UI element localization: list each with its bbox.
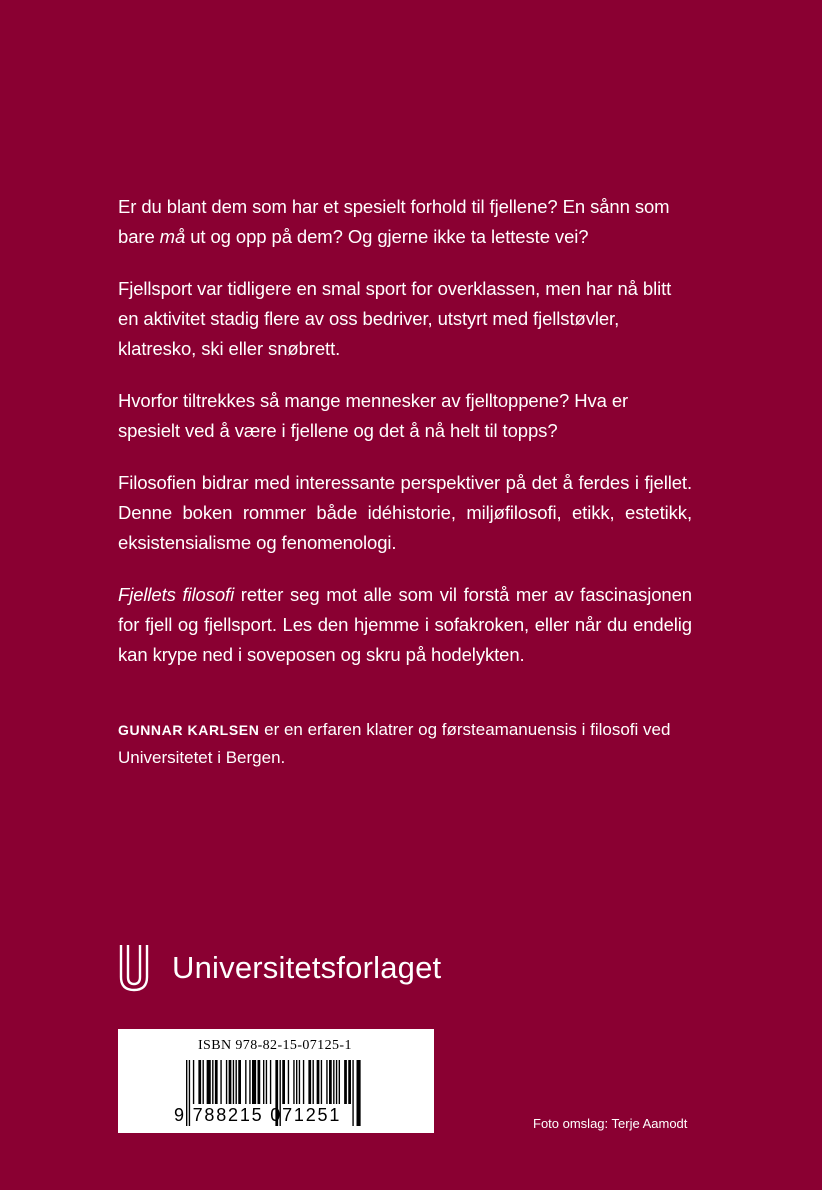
barcode-bar xyxy=(266,1060,267,1104)
barcode-bar xyxy=(339,1060,340,1104)
barcode-bar xyxy=(293,1060,294,1104)
blurb-paragraph-1 xyxy=(118,192,692,252)
blurb-paragraph-3: Hvorfor tiltrekkes så mange mennesker av fjelltoppene? Hva er spesielt ved å være i fjellene og det å nå helt til topps? xyxy=(118,390,629,441)
publisher-name: Universitetsforlaget xyxy=(172,950,442,985)
barcode-bar xyxy=(263,1060,264,1104)
barcode-bar xyxy=(348,1060,351,1104)
u-logo-icon xyxy=(118,943,150,993)
barcode-bar xyxy=(193,1060,194,1104)
barcode-bar xyxy=(249,1060,250,1104)
barcode-digits: 9 788215 071251 xyxy=(174,1105,342,1125)
author-bio xyxy=(118,716,692,772)
barcode-bar xyxy=(207,1060,211,1104)
blurb-paragraph-2: Fjellsport var tidligere en smal sport for overklassen, men har nå blitt en aktivitet stadig flere av oss bedriver, utstyrt med fjellstøvler, klatresko, ski eller snøbrett. xyxy=(118,278,672,359)
barcode-bar xyxy=(282,1060,285,1104)
barcode-bar xyxy=(258,1060,261,1104)
barcode-bar xyxy=(299,1060,300,1104)
photo-credit: Foto omslag: Terje Aamodt xyxy=(533,1116,688,1131)
barcode-bar xyxy=(357,1060,361,1126)
barcode-bar xyxy=(352,1060,353,1126)
author-description: er en erfaren klatrer og førsteamanuensis i filosofi ved Universitetet i Bergen. xyxy=(118,720,671,767)
barcode-bar xyxy=(270,1060,271,1104)
isbn-label: ISBN 978-82-15-07125-1 xyxy=(198,1038,352,1053)
author-name: GUNNAR KARLSEN xyxy=(118,722,260,738)
blurb-paragraph-4: Filosofien bidrar med interessante perspektiver på det å ferdes i fjellet. Denne boken rommer både idéhistorie, miljøfilosofi, etikk, estetikk, eksistensialisme og fenomenologi. xyxy=(118,472,692,553)
barcode-bar xyxy=(329,1060,332,1104)
barcode-bar xyxy=(336,1060,337,1104)
barcode-bar xyxy=(212,1060,213,1104)
barcode-bar xyxy=(303,1060,304,1104)
barcode-bar xyxy=(226,1060,227,1104)
barcode-bar xyxy=(344,1060,347,1104)
barcode-bar xyxy=(229,1060,232,1104)
barcode-bar xyxy=(313,1060,314,1104)
barcode-bar xyxy=(296,1060,297,1104)
barcode-bar xyxy=(333,1060,334,1104)
barcode-bar xyxy=(288,1060,289,1104)
barcode-bar xyxy=(308,1060,311,1104)
barcode-bar xyxy=(236,1060,237,1104)
barcode-bar xyxy=(326,1060,327,1104)
barcode-bar xyxy=(198,1060,201,1104)
barcode-bar xyxy=(245,1060,246,1104)
barcode-bar xyxy=(233,1060,234,1104)
barcode-bar xyxy=(252,1060,256,1104)
blurb-paragraph-5 xyxy=(118,580,692,670)
blurb-text xyxy=(118,192,692,692)
publisher-block xyxy=(118,940,441,996)
isbn-barcode xyxy=(118,1029,434,1133)
book-title-italic: Fjellets filosofi xyxy=(118,584,235,605)
barcode-bar xyxy=(220,1060,221,1104)
barcode-bar xyxy=(203,1060,204,1104)
blurb-p1-start: Er du blant dem som har et spesielt forhold til fjellene? En sånn som bare xyxy=(118,196,670,247)
barcode-bar xyxy=(321,1060,322,1104)
blurb-p5-text: retter seg mot alle som vil forstå mer av fascinasjonen for fjell og fjellsport. Les den hjemme i sofakroken, eller når du endelig kan krype ned i soveposen og skru på hodelykten. xyxy=(118,584,692,665)
barcode-bar xyxy=(238,1060,241,1104)
barcode-bar xyxy=(215,1060,218,1104)
blurb-p1-end: ut og opp på dem? Og gjerne ikke ta letteste vei? xyxy=(185,226,589,247)
barcode-bar xyxy=(317,1060,320,1104)
blurb-p1-emphasis: må xyxy=(159,226,186,247)
